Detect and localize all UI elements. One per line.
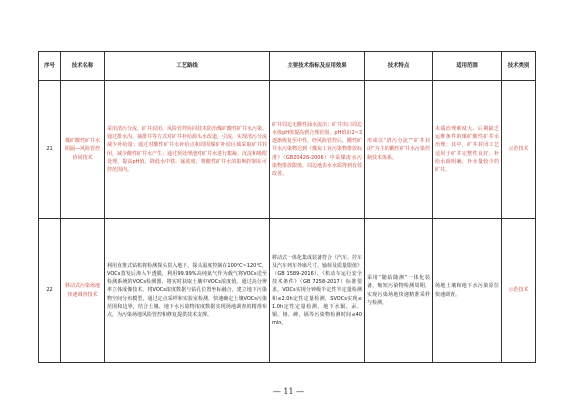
- header-category: 技术类别: [502, 52, 536, 81]
- technology-table: [38, 51, 536, 363]
- row-process-route: 利用直推式钻机将检测探头贯入地下，探头温度控制在100℃~120℃，VOCs蒸发后渗入半透膜，利用99.99%高纯氮气作为载气将VOCs送至检测系统的VOCs检测器，将实时获取土壤中VOCs浓度值。通过高分辨率立体成像技术，将VOCs浓度数据与钻孔位置坐标融合，建立地下污染物空间分布模型。通过定点采样和实验室检测，快速确定土壤VOCs污染范围和边界，结合土壤、地下水污染物浓度数据实现场地调查的精准布点，为污染场地风险管控和修复提供技术支撑。: [105, 219, 270, 363]
- row-tech-name: 移动式污染场地快速调查技术: [61, 219, 105, 363]
- row-category: 示范技术: [502, 81, 536, 219]
- row-category: 示范技术: [502, 219, 536, 363]
- row-process-route: 采用清污分流、矿井封闭、风险管控协同技术防治煤矿酸性矿井水污染。通过排水沟、抽排井等方式对矿井补给源头水改道，引流，实现清污分流减少补给量；通过对酸性矿井水补给点和周围煤矿补给区域采取矿井封闭，减少酸性矿井水产生；通过预处理池对矿井水进行絮凝、沉淀和吸附处理，提高pH值，降低水中铁、锰浓度，将酸性矿井水的影响控制在可控范围内。: [105, 81, 270, 219]
- header-indicators-effect: 主要技术指标及应用效果: [270, 52, 365, 81]
- row-tech-features: 采用“随钻随测”一体化装备，缩短污染物检测周期，实现污染场地快速精准采样与检测。: [365, 219, 433, 363]
- header-tech-name: 技术名称: [61, 52, 105, 81]
- row-no: 21: [39, 81, 61, 219]
- row-no: 22: [39, 219, 61, 363]
- header-scope: 适用范围: [433, 52, 502, 81]
- row-scope: 末端治理难度大、后期缺乏运维条件的煤矿酸性矿井水治理；其中，矿井封闭工艺适用于矿井完整性良好、补给水源明确，补水量较少的矿井。: [433, 81, 502, 219]
- row-indicators-effect: 矿井周边无酸性涌水流出；矿井出口周边水体pH值提高到合理范围，pH值由2~3逐渐恢复至中性。经风险管控后，酸性矿井水污染物达到《煤炭工业污染物排放标准》（GB20426-2006）中采煤废水污染物排放限值，周边地表水水质得到有效改善。: [270, 81, 365, 219]
- row-indicators-effect: 移动式一体化集成装备符合《汽车、挂车及汽车列车外廓尺寸、轴荷及质量限值》（GB 1589-2016）、《机动车运行安全技术条件》（GB 7258-2017）标准要求。VOCs实现分钟级半定性半定量检测和≤2.0h定性定量检测，SVOCs实现≤1.0h定性定量检测，地下水铜、汞、铜、铬、砷、镉等污染物检测时间≤40 min。: [270, 219, 365, 363]
- row-tech-name: 煤矿酸性矿井水阻隔—风险管控协同技术: [61, 81, 105, 219]
- header-process-route: 工艺路线: [105, 52, 270, 81]
- row-tech-features: 形成以“清污分流”“矿井封闭”为主的酸性矿井水污染控制技术体系。: [365, 81, 433, 219]
- header-no: 序号: [39, 52, 61, 81]
- page-number: — 11 —: [272, 387, 305, 396]
- table-header-row: [39, 52, 536, 81]
- row-scope: 场地土壤和地下水污染原位快速调查。: [433, 219, 502, 363]
- table-row: [39, 219, 536, 363]
- table-row: [39, 81, 536, 219]
- header-tech-features: 技术特点: [365, 52, 433, 81]
